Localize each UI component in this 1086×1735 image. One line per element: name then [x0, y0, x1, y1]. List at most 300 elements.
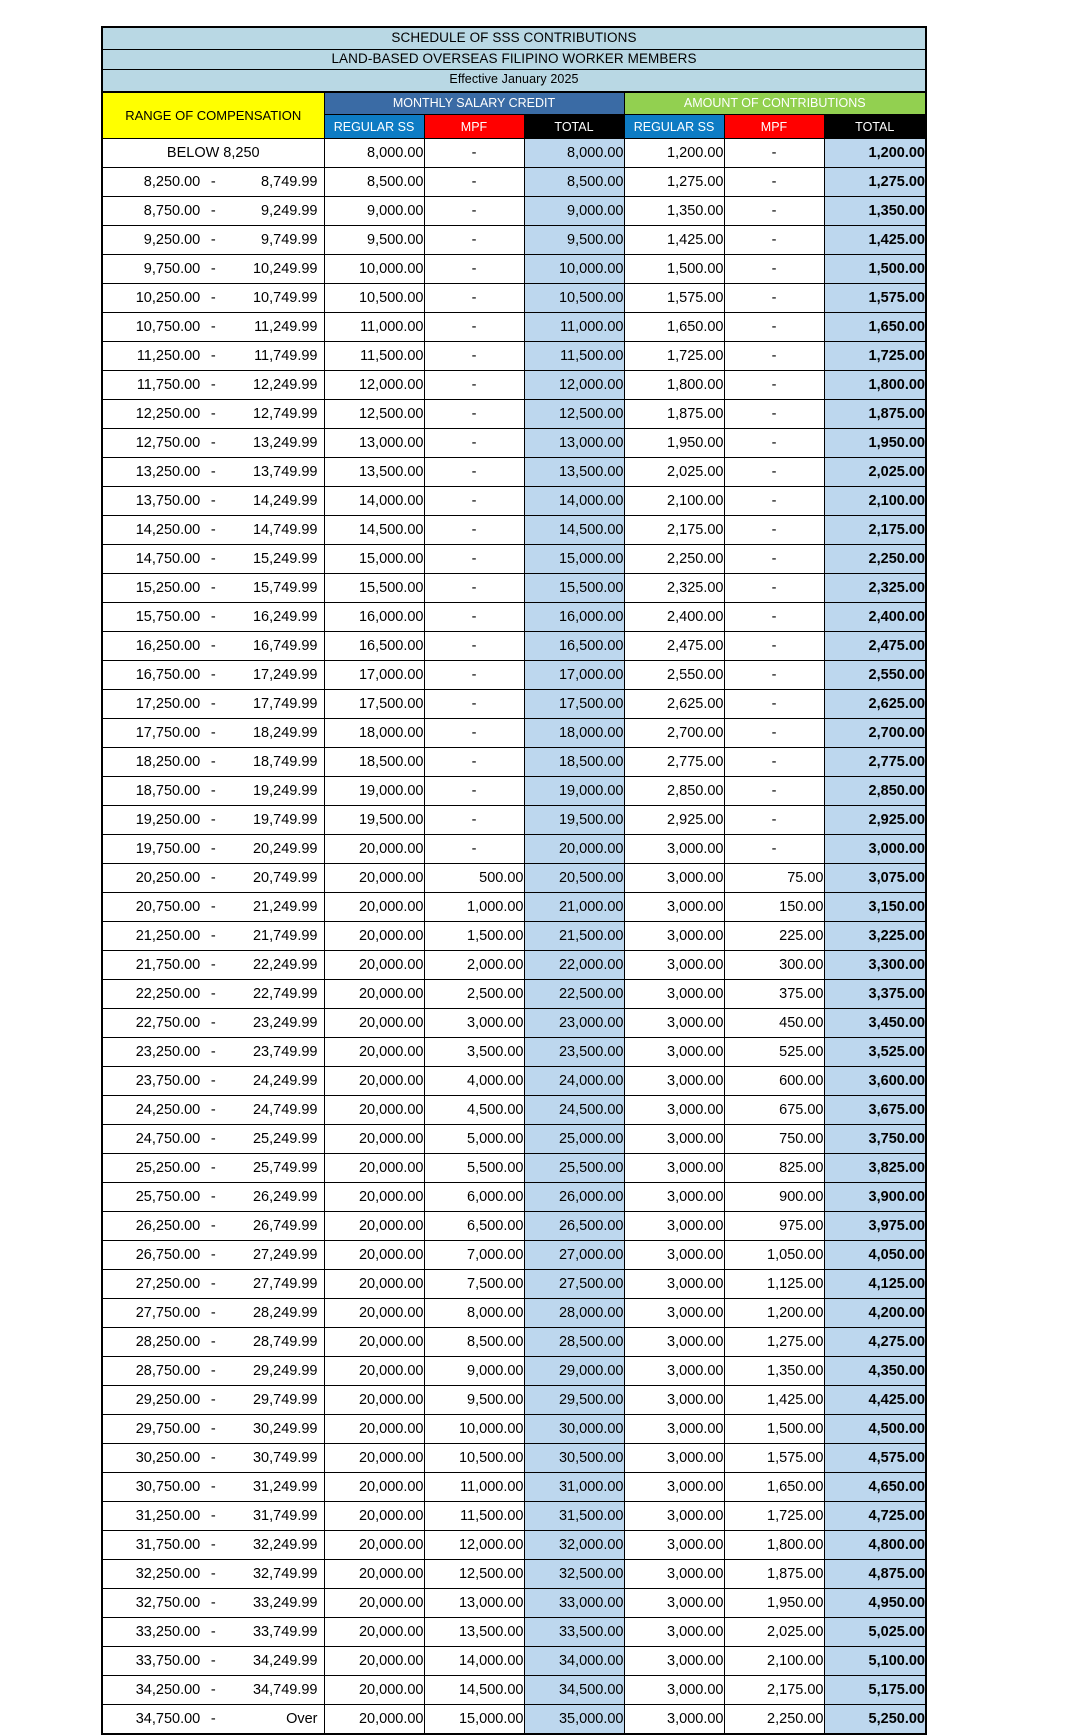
cell-aoc-mpf: - [724, 835, 824, 864]
cell-aoc-total: 1,200.00 [824, 139, 926, 168]
cell-range-of-compensation [102, 1299, 324, 1328]
cell-aoc-regular-ss: 3,000.00 [624, 1357, 724, 1386]
sss-contribution-schedule [101, 26, 925, 1735]
cell-aoc-regular-ss: 1,650.00 [624, 313, 724, 342]
range-low-value: 24,250.00 [135, 1102, 201, 1118]
range-separator-dash: - [210, 754, 216, 770]
cell-range-of-compensation [102, 922, 324, 951]
cell-msc-mpf: 2,000.00 [424, 951, 524, 980]
range-low-value: BELOW 8,250 [166, 145, 260, 161]
table-row [102, 1502, 926, 1531]
cell-msc-total: 18,000.00 [524, 719, 624, 748]
cell-aoc-total: 3,825.00 [824, 1154, 926, 1183]
table-row [102, 1473, 926, 1502]
cell-msc-regular-ss: 17,500.00 [324, 690, 424, 719]
cell-msc-regular-ss: 12,000.00 [324, 371, 424, 400]
cell-range-of-compensation [102, 661, 324, 690]
range-wrapper [103, 1589, 324, 1617]
cell-aoc-regular-ss: 1,800.00 [624, 371, 724, 400]
cell-msc-total: 12,500.00 [524, 400, 624, 429]
cell-msc-mpf: - [424, 835, 524, 864]
cell-aoc-regular-ss: 3,000.00 [624, 1241, 724, 1270]
cell-msc-total: 8,000.00 [524, 139, 624, 168]
cell-msc-total: 29,000.00 [524, 1357, 624, 1386]
range-wrapper [103, 1328, 324, 1356]
cell-range-of-compensation [102, 226, 324, 255]
range-wrapper [103, 226, 324, 254]
cell-aoc-regular-ss: 1,350.00 [624, 197, 724, 226]
range-wrapper [103, 835, 324, 863]
cell-msc-regular-ss: 20,000.00 [324, 1009, 424, 1038]
range-low-value: 16,250.00 [135, 638, 201, 654]
cell-range-of-compensation [102, 1531, 324, 1560]
range-high-value: 30,749.99 [252, 1450, 318, 1466]
range-separator-dash: - [210, 348, 216, 364]
cell-msc-total: 27,000.00 [524, 1241, 624, 1270]
cell-msc-regular-ss: 20,000.00 [324, 1183, 424, 1212]
cell-aoc-regular-ss: 1,725.00 [624, 342, 724, 371]
range-high-value: 15,249.99 [252, 551, 318, 567]
range-wrapper [103, 951, 324, 979]
title-row-1 [102, 27, 926, 49]
cell-msc-total: 20,500.00 [524, 864, 624, 893]
cell-aoc-mpf: 2,100.00 [724, 1647, 824, 1676]
cell-msc-mpf: 14,000.00 [424, 1647, 524, 1676]
range-separator-dash: - [210, 638, 216, 654]
cell-aoc-total: 1,350.00 [824, 197, 926, 226]
cell-aoc-regular-ss: 2,925.00 [624, 806, 724, 835]
cell-aoc-mpf: 1,125.00 [724, 1270, 824, 1299]
range-high-value: 32,749.99 [252, 1566, 318, 1582]
cell-aoc-regular-ss: 3,000.00 [624, 980, 724, 1009]
cell-msc-total: 22,500.00 [524, 980, 624, 1009]
cell-msc-regular-ss: 20,000.00 [324, 864, 424, 893]
table-row [102, 1676, 926, 1705]
range-low-value: 13,250.00 [135, 464, 201, 480]
cell-aoc-total: 2,100.00 [824, 487, 926, 516]
cell-msc-regular-ss: 20,000.00 [324, 980, 424, 1009]
range-low-value: 29,250.00 [135, 1392, 201, 1408]
cell-msc-total: 28,500.00 [524, 1328, 624, 1357]
cell-aoc-mpf: - [724, 574, 824, 603]
range-separator-dash: - [210, 667, 216, 683]
cell-aoc-mpf: 1,800.00 [724, 1531, 824, 1560]
title-row-3 [102, 69, 926, 92]
table-row [102, 1647, 926, 1676]
cell-msc-total: 15,000.00 [524, 545, 624, 574]
range-high-value: 14,749.99 [252, 522, 318, 538]
cell-aoc-mpf: 1,875.00 [724, 1560, 824, 1589]
cell-aoc-mpf: - [724, 545, 824, 574]
cell-aoc-regular-ss: 2,475.00 [624, 632, 724, 661]
cell-range-of-compensation [102, 1125, 324, 1154]
range-low-value: 32,750.00 [135, 1595, 201, 1611]
table-row [102, 255, 926, 284]
table-row [102, 139, 926, 168]
range-high-value: 11,749.99 [254, 348, 318, 364]
cell-aoc-regular-ss: 1,500.00 [624, 255, 724, 284]
cell-msc-regular-ss: 20,000.00 [324, 1705, 424, 1734]
range-low-value: 27,750.00 [135, 1305, 201, 1321]
range-low-value: 14,250.00 [135, 522, 201, 538]
cell-aoc-regular-ss: 3,000.00 [624, 1386, 724, 1415]
cell-msc-mpf: 7,500.00 [424, 1270, 524, 1299]
cell-msc-total: 10,500.00 [524, 284, 624, 313]
cell-range-of-compensation [102, 1212, 324, 1241]
cell-msc-regular-ss: 20,000.00 [324, 1067, 424, 1096]
range-high-value: 29,249.99 [252, 1363, 318, 1379]
table-row [102, 487, 926, 516]
cell-msc-mpf: - [424, 574, 524, 603]
cell-msc-regular-ss: 20,000.00 [324, 951, 424, 980]
cell-aoc-mpf: 2,250.00 [724, 1705, 824, 1734]
cell-msc-mpf: 1,000.00 [424, 893, 524, 922]
range-high-value: 12,249.99 [252, 377, 318, 393]
range-separator-dash: - [210, 986, 216, 1002]
cell-msc-mpf: 12,000.00 [424, 1531, 524, 1560]
cell-msc-total: 9,500.00 [524, 226, 624, 255]
cell-aoc-total: 1,800.00 [824, 371, 926, 400]
cell-aoc-regular-ss: 1,275.00 [624, 168, 724, 197]
cell-aoc-regular-ss: 2,100.00 [624, 487, 724, 516]
cell-msc-regular-ss: 20,000.00 [324, 1096, 424, 1125]
range-low-value: 28,750.00 [135, 1363, 201, 1379]
cell-aoc-total: 2,025.00 [824, 458, 926, 487]
cell-aoc-total: 2,700.00 [824, 719, 926, 748]
cell-aoc-mpf: - [724, 458, 824, 487]
cell-aoc-total: 1,725.00 [824, 342, 926, 371]
cell-msc-mpf: - [424, 139, 524, 168]
cell-msc-regular-ss: 20,000.00 [324, 1502, 424, 1531]
cell-msc-regular-ss: 20,000.00 [324, 922, 424, 951]
cell-range-of-compensation [102, 1096, 324, 1125]
range-wrapper [103, 980, 324, 1008]
cell-aoc-regular-ss: 2,400.00 [624, 603, 724, 632]
cell-msc-mpf: - [424, 719, 524, 748]
title-line-2: LAND-BASED OVERSEAS FILIPINO WORKER MEMBERS [102, 49, 926, 69]
cell-msc-total: 19,000.00 [524, 777, 624, 806]
range-wrapper [103, 313, 324, 341]
cell-msc-total: 10,000.00 [524, 255, 624, 284]
group-header-row [102, 92, 926, 115]
range-low-value: 31,250.00 [135, 1508, 201, 1524]
cell-aoc-total: 2,325.00 [824, 574, 926, 603]
table-row [102, 1531, 926, 1560]
table-row [102, 835, 926, 864]
cell-aoc-total: 3,075.00 [824, 864, 926, 893]
range-high-value: 24,749.99 [252, 1102, 318, 1118]
range-separator-dash: - [210, 1421, 216, 1437]
cell-msc-regular-ss: 19,000.00 [324, 777, 424, 806]
cell-aoc-regular-ss: 3,000.00 [624, 1618, 724, 1647]
range-separator-dash: - [210, 1450, 216, 1466]
cell-msc-mpf: - [424, 487, 524, 516]
cell-aoc-mpf: 1,500.00 [724, 1415, 824, 1444]
range-wrapper [103, 1560, 324, 1588]
range-low-value: 13,750.00 [135, 493, 201, 509]
cell-msc-regular-ss: 13,000.00 [324, 429, 424, 458]
range-separator-dash: - [210, 1595, 216, 1611]
cell-msc-regular-ss: 20,000.00 [324, 1676, 424, 1705]
range-wrapper [103, 487, 324, 515]
cell-aoc-regular-ss: 3,000.00 [624, 1444, 724, 1473]
cell-msc-mpf: - [424, 603, 524, 632]
cell-aoc-regular-ss: 2,625.00 [624, 690, 724, 719]
cell-aoc-regular-ss: 2,775.00 [624, 748, 724, 777]
cell-msc-regular-ss: 20,000.00 [324, 1299, 424, 1328]
range-low-value: 8,750.00 [143, 203, 201, 219]
cell-aoc-regular-ss: 3,000.00 [624, 1473, 724, 1502]
cell-range-of-compensation [102, 574, 324, 603]
cell-range-of-compensation [102, 603, 324, 632]
cell-aoc-mpf: 225.00 [724, 922, 824, 951]
cell-aoc-mpf: 600.00 [724, 1067, 824, 1096]
cell-aoc-mpf: 375.00 [724, 980, 824, 1009]
cell-range-of-compensation [102, 1618, 324, 1647]
range-high-value: 13,749.99 [252, 464, 318, 480]
cell-aoc-mpf: 1,050.00 [724, 1241, 824, 1270]
cell-msc-regular-ss: 20,000.00 [324, 1125, 424, 1154]
cell-aoc-mpf: - [724, 632, 824, 661]
cell-aoc-total: 2,400.00 [824, 603, 926, 632]
range-low-value: 17,750.00 [135, 725, 201, 741]
range-wrapper [103, 284, 324, 312]
cell-range-of-compensation [102, 1502, 324, 1531]
cell-aoc-total: 4,875.00 [824, 1560, 926, 1589]
range-wrapper [103, 1415, 324, 1443]
cell-msc-total: 18,500.00 [524, 748, 624, 777]
range-wrapper [103, 1386, 324, 1414]
range-wrapper [103, 1270, 324, 1298]
table-row [102, 429, 926, 458]
range-separator-dash: - [210, 377, 216, 393]
cell-aoc-total: 5,250.00 [824, 1705, 926, 1734]
cell-aoc-total: 3,225.00 [824, 922, 926, 951]
range-high-value: 20,249.99 [252, 841, 318, 857]
cell-msc-regular-ss: 14,000.00 [324, 487, 424, 516]
range-high-value: 16,249.99 [252, 609, 318, 625]
table-row [102, 1183, 926, 1212]
table-row [102, 922, 926, 951]
range-low-value: 9,750.00 [143, 261, 201, 277]
cell-msc-mpf: 8,000.00 [424, 1299, 524, 1328]
cell-msc-regular-ss: 20,000.00 [324, 1560, 424, 1589]
cell-aoc-mpf: - [724, 661, 824, 690]
cell-msc-regular-ss: 20,000.00 [324, 893, 424, 922]
cell-aoc-regular-ss: 3,000.00 [624, 1096, 724, 1125]
cell-msc-mpf: - [424, 400, 524, 429]
range-wrapper [103, 806, 324, 834]
cell-aoc-regular-ss: 3,000.00 [624, 1067, 724, 1096]
cell-aoc-total: 4,500.00 [824, 1415, 926, 1444]
table-row [102, 1125, 926, 1154]
range-high-value: 31,749.99 [252, 1508, 318, 1524]
range-low-value: 9,250.00 [143, 232, 201, 248]
cell-aoc-mpf: 1,425.00 [724, 1386, 824, 1415]
cell-aoc-total: 2,775.00 [824, 748, 926, 777]
cell-aoc-mpf: - [724, 284, 824, 313]
range-separator-dash: - [210, 1508, 216, 1524]
cell-aoc-mpf: 525.00 [724, 1038, 824, 1067]
cell-aoc-mpf: 1,950.00 [724, 1589, 824, 1618]
range-low-value: 25,750.00 [135, 1189, 201, 1205]
cell-aoc-regular-ss: 3,000.00 [624, 1560, 724, 1589]
range-separator-dash: - [210, 232, 216, 248]
range-low-value: 21,750.00 [135, 957, 201, 973]
cell-aoc-total: 2,925.00 [824, 806, 926, 835]
cell-aoc-mpf: - [724, 197, 824, 226]
range-high-value: 18,749.99 [252, 754, 318, 770]
range-high-value: 14,249.99 [252, 493, 318, 509]
range-separator-dash: - [210, 1218, 216, 1234]
range-high-value: 23,249.99 [252, 1015, 318, 1031]
cell-range-of-compensation [102, 1444, 324, 1473]
range-high-value: 15,749.99 [252, 580, 318, 596]
cell-aoc-regular-ss: 3,000.00 [624, 922, 724, 951]
range-low-value: 19,250.00 [135, 812, 201, 828]
cell-aoc-mpf: - [724, 516, 824, 545]
range-low-value: 33,750.00 [135, 1653, 201, 1669]
cell-range-of-compensation [102, 719, 324, 748]
cell-msc-mpf: 3,000.00 [424, 1009, 524, 1038]
cell-msc-total: 26,000.00 [524, 1183, 624, 1212]
table-row [102, 748, 926, 777]
range-wrapper [103, 371, 324, 399]
table-row [102, 342, 926, 371]
cell-msc-mpf: - [424, 690, 524, 719]
cell-msc-regular-ss: 20,000.00 [324, 1386, 424, 1415]
cell-range-of-compensation [102, 1270, 324, 1299]
cell-aoc-total: 1,950.00 [824, 429, 926, 458]
range-separator-dash: - [210, 464, 216, 480]
range-high-value: 31,249.99 [252, 1479, 318, 1495]
cell-msc-mpf: 2,500.00 [424, 980, 524, 1009]
cell-range-of-compensation [102, 313, 324, 342]
range-low-value: 20,750.00 [135, 899, 201, 915]
cell-msc-total: 13,500.00 [524, 458, 624, 487]
cell-range-of-compensation [102, 168, 324, 197]
range-high-value: 33,749.99 [252, 1624, 318, 1640]
table-row [102, 1444, 926, 1473]
range-wrapper [103, 632, 324, 660]
cell-aoc-mpf: - [724, 313, 824, 342]
cell-msc-total: 12,000.00 [524, 371, 624, 400]
cell-aoc-mpf: - [724, 342, 824, 371]
cell-aoc-regular-ss: 3,000.00 [624, 1125, 724, 1154]
cell-msc-regular-ss: 10,500.00 [324, 284, 424, 313]
cell-msc-regular-ss: 20,000.00 [324, 1647, 424, 1676]
cell-aoc-mpf: 1,200.00 [724, 1299, 824, 1328]
cell-msc-regular-ss: 8,000.00 [324, 139, 424, 168]
cell-msc-mpf: 9,000.00 [424, 1357, 524, 1386]
range-high-value: 10,249.99 [252, 261, 318, 277]
cell-msc-total: 16,500.00 [524, 632, 624, 661]
cell-range-of-compensation [102, 516, 324, 545]
cell-msc-mpf: - [424, 342, 524, 371]
cell-msc-regular-ss: 12,500.00 [324, 400, 424, 429]
cell-aoc-regular-ss: 2,325.00 [624, 574, 724, 603]
table-row [102, 1589, 926, 1618]
cell-aoc-mpf: 450.00 [724, 1009, 824, 1038]
table-body [102, 139, 926, 1734]
cell-aoc-mpf: 675.00 [724, 1096, 824, 1125]
cell-aoc-total: 3,675.00 [824, 1096, 926, 1125]
cell-msc-total: 14,000.00 [524, 487, 624, 516]
cell-aoc-total: 4,950.00 [824, 1589, 926, 1618]
cell-msc-mpf: - [424, 313, 524, 342]
cell-msc-total: 24,500.00 [524, 1096, 624, 1125]
range-high-value: 29,749.99 [252, 1392, 318, 1408]
range-separator-dash: - [210, 1479, 216, 1495]
cell-aoc-total: 4,350.00 [824, 1357, 926, 1386]
cell-aoc-regular-ss: 3,000.00 [624, 1705, 724, 1734]
cell-msc-total: 24,000.00 [524, 1067, 624, 1096]
cell-msc-mpf: - [424, 777, 524, 806]
cell-aoc-mpf: 1,575.00 [724, 1444, 824, 1473]
range-high-value: 33,249.99 [252, 1595, 318, 1611]
cell-range-of-compensation [102, 371, 324, 400]
cell-msc-mpf: 11,000.00 [424, 1473, 524, 1502]
cell-msc-regular-ss: 20,000.00 [324, 1357, 424, 1386]
cell-msc-regular-ss: 17,000.00 [324, 661, 424, 690]
table-row [102, 226, 926, 255]
table-row [102, 1386, 926, 1415]
range-wrapper [103, 342, 324, 370]
cell-aoc-total: 2,850.00 [824, 777, 926, 806]
range-high-value: 19,749.99 [252, 812, 318, 828]
range-separator-dash: - [210, 812, 216, 828]
cell-msc-regular-ss: 9,500.00 [324, 226, 424, 255]
range-wrapper [103, 690, 324, 718]
range-low-value: 23,750.00 [135, 1073, 201, 1089]
cell-msc-regular-ss: 19,500.00 [324, 806, 424, 835]
cell-aoc-mpf: - [724, 690, 824, 719]
cell-range-of-compensation [102, 1183, 324, 1212]
range-low-value: 34,250.00 [135, 1682, 201, 1698]
cell-msc-mpf: - [424, 284, 524, 313]
cell-aoc-mpf: 300.00 [724, 951, 824, 980]
range-separator-dash: - [210, 1102, 216, 1118]
table-row [102, 371, 926, 400]
cell-aoc-mpf: - [724, 429, 824, 458]
cell-msc-total: 11,000.00 [524, 313, 624, 342]
range-low-value: 22,750.00 [135, 1015, 201, 1031]
cell-msc-mpf: 11,500.00 [424, 1502, 524, 1531]
table-row [102, 1154, 926, 1183]
cell-aoc-regular-ss: 1,425.00 [624, 226, 724, 255]
cell-range-of-compensation [102, 1589, 324, 1618]
cell-msc-mpf: 1,500.00 [424, 922, 524, 951]
range-high-value: 10,749.99 [252, 290, 318, 306]
cell-aoc-total: 4,575.00 [824, 1444, 926, 1473]
range-high-value: 26,249.99 [252, 1189, 318, 1205]
range-separator-dash: - [210, 1334, 216, 1350]
cell-aoc-regular-ss: 3,000.00 [624, 1154, 724, 1183]
range-high-value: 16,749.99 [252, 638, 318, 654]
cell-msc-regular-ss: 20,000.00 [324, 1212, 424, 1241]
cell-msc-total: 32,500.00 [524, 1560, 624, 1589]
cell-msc-total: 25,500.00 [524, 1154, 624, 1183]
cell-aoc-total: 2,625.00 [824, 690, 926, 719]
table-row [102, 951, 926, 980]
range-separator-dash: - [210, 609, 216, 625]
table-row [102, 284, 926, 313]
cell-msc-mpf: 13,000.00 [424, 1589, 524, 1618]
header-msc-total: TOTAL [524, 115, 624, 139]
range-low-value: 10,250.00 [135, 290, 201, 306]
cell-aoc-total: 3,150.00 [824, 893, 926, 922]
cell-aoc-total: 1,575.00 [824, 284, 926, 313]
